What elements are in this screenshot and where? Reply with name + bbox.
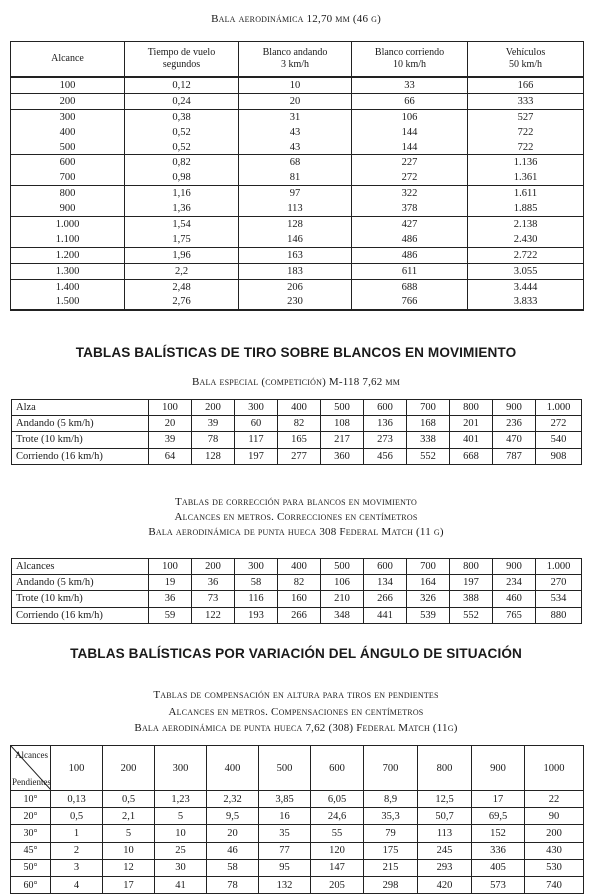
table-cell: 900 — [11, 201, 125, 216]
table-row — [11, 294, 584, 310]
table-cell: 100 — [149, 400, 192, 416]
table-cell: 24,6 — [311, 808, 364, 825]
table-cell: 700 — [11, 170, 125, 185]
table-cell: 400 — [278, 400, 321, 416]
table-cell: 39 — [149, 432, 192, 448]
table-cell: 3,85 — [259, 791, 311, 808]
table-cell: 539 — [407, 607, 450, 623]
table-cell: 8,9 — [364, 791, 418, 808]
table-cell: 58 — [235, 575, 278, 591]
table3-federal-match-308 — [11, 558, 582, 624]
table-row — [12, 607, 582, 623]
table1-header: Blanco andando 3 km/h — [239, 42, 352, 78]
table-cell: 668 — [450, 448, 493, 464]
table-cell: 1.500 — [11, 294, 125, 310]
table-cell: 163 — [239, 247, 352, 263]
table-cell: 270 — [536, 575, 582, 591]
table-cell: 58 — [207, 859, 259, 876]
table-cell: 106 — [321, 575, 364, 591]
table-cell: 300 — [235, 559, 278, 575]
row-label: Alcances — [12, 559, 149, 575]
table-cell: 0,82 — [125, 155, 239, 170]
table-cell: 700 — [407, 559, 450, 575]
table-row — [11, 186, 584, 201]
table-cell: 95 — [259, 859, 311, 876]
table4-caption-line3: Bala aerodinámica de punta hueca 7,62 (308) Federal Match (11g) — [134, 722, 458, 734]
table-cell: 197 — [450, 575, 493, 591]
table-cell: 100 — [149, 559, 192, 575]
table-cell: 128 — [239, 217, 352, 232]
table-cell: 136 — [364, 416, 407, 432]
table-cell: 5 — [155, 808, 207, 825]
table-cell: 1.000 — [11, 217, 125, 232]
table-row — [12, 575, 582, 591]
table-cell: 144 — [352, 140, 468, 155]
slope-angle: 30° — [11, 825, 51, 842]
table-row — [11, 109, 584, 124]
table-cell: 210 — [321, 591, 364, 607]
table-cell: 272 — [536, 416, 582, 432]
table-cell: 534 — [536, 591, 582, 607]
table-cell: 1.136 — [468, 155, 584, 170]
table-cell: 600 — [364, 559, 407, 575]
table-cell: 486 — [352, 247, 468, 263]
table-cell: 298 — [364, 876, 418, 893]
table-row — [12, 559, 582, 575]
table-cell: 378 — [352, 201, 468, 216]
row-label: Alza — [12, 400, 149, 416]
table-cell: 144 — [352, 125, 468, 140]
table-cell: 420 — [418, 876, 472, 893]
table2-caption: Bala especial (competición) M-118 7,62 mm — [191, 376, 401, 388]
table-cell: 460 — [493, 591, 536, 607]
table-cell: 59 — [149, 607, 192, 623]
table-cell: 2,48 — [125, 279, 239, 294]
table4-corner-top-label: Alcances — [15, 750, 48, 760]
table-row — [11, 125, 584, 140]
table-cell: 333 — [468, 93, 584, 109]
table-cell: 35,3 — [364, 808, 418, 825]
table-cell: 273 — [364, 432, 407, 448]
table-cell: 2.430 — [468, 232, 584, 247]
table-cell: 215 — [364, 859, 418, 876]
table1-header: Alcance — [11, 42, 125, 78]
table-row — [11, 876, 584, 893]
table-cell: 113 — [239, 201, 352, 216]
table-cell: 300 — [11, 109, 125, 124]
table-cell: 205 — [311, 876, 364, 893]
column-header: 300 — [155, 746, 207, 791]
table-cell: 1,36 — [125, 201, 239, 216]
table-cell: 0,52 — [125, 140, 239, 155]
table-row — [11, 77, 584, 93]
table-cell: 700 — [407, 400, 450, 416]
table4-caption-line1: Tablas de compensación en altura para tiros en pendientes — [153, 689, 439, 701]
table-cell: 82 — [278, 416, 321, 432]
table-cell: 272 — [352, 170, 468, 185]
table-cell: 1,23 — [155, 791, 207, 808]
table-cell: 4 — [51, 876, 103, 893]
table-cell: 164 — [407, 575, 450, 591]
table-cell: 800 — [450, 400, 493, 416]
table-cell: 147 — [311, 859, 364, 876]
table-cell: 765 — [493, 607, 536, 623]
row-label: Andando (5 km/h) — [12, 575, 149, 591]
table-cell: 552 — [450, 607, 493, 623]
table-row — [11, 825, 584, 842]
table-cell: 43 — [239, 140, 352, 155]
table-cell: 470 — [493, 432, 536, 448]
table-cell: 20 — [149, 416, 192, 432]
table-cell: 441 — [364, 607, 407, 623]
table-row — [11, 842, 584, 859]
column-header: 900 — [472, 746, 525, 791]
table-cell: 2.722 — [468, 247, 584, 263]
table-cell: 60 — [235, 416, 278, 432]
table-cell: 20 — [239, 93, 352, 109]
column-header: 100 — [51, 746, 103, 791]
table-row — [11, 279, 584, 294]
table-cell: 41 — [155, 876, 207, 893]
table-cell: 1.885 — [468, 201, 584, 216]
table-cell: 800 — [11, 186, 125, 201]
table3-caption-line3: Bala aerodinámica de punta hueca 308 Federal Match (11 g) — [148, 526, 444, 538]
table-cell: 405 — [472, 859, 525, 876]
table-cell: 1,54 — [125, 217, 239, 232]
table-cell: 322 — [352, 186, 468, 201]
table-cell: 134 — [364, 575, 407, 591]
row-label: Corriendo (16 km/h) — [12, 448, 149, 464]
table-cell: 200 — [525, 825, 584, 842]
table-cell: 35 — [259, 825, 311, 842]
table-cell: 168 — [407, 416, 450, 432]
table-cell: 427 — [352, 217, 468, 232]
table-cell: 117 — [235, 432, 278, 448]
table-cell: 900 — [493, 559, 536, 575]
table-cell: 78 — [192, 432, 235, 448]
table-cell: 166 — [468, 77, 584, 93]
table-row — [11, 232, 584, 247]
table-cell: 36 — [149, 591, 192, 607]
table-cell: 66 — [352, 93, 468, 109]
column-header: 600 — [311, 746, 364, 791]
table-cell: 64 — [149, 448, 192, 464]
table-cell: 197 — [235, 448, 278, 464]
table-cell: 79 — [364, 825, 418, 842]
table-cell: 2 — [51, 842, 103, 859]
table-cell: 55 — [311, 825, 364, 842]
table-cell: 234 — [493, 575, 536, 591]
table-cell: 2,1 — [103, 808, 155, 825]
table-cell: 9,5 — [207, 808, 259, 825]
table-cell: 1,16 — [125, 186, 239, 201]
table-cell: 193 — [235, 607, 278, 623]
table-cell: 1.100 — [11, 232, 125, 247]
table-cell: 78 — [207, 876, 259, 893]
table-cell: 430 — [525, 842, 584, 859]
table-cell: 2.138 — [468, 217, 584, 232]
table-cell: 1.000 — [536, 559, 582, 575]
slope-angle: 60° — [11, 876, 51, 893]
table1-caption: Bala aerodinámica 12,70 mm (46 g) — [211, 13, 381, 25]
table-row — [12, 448, 582, 464]
table-cell: 122 — [192, 607, 235, 623]
table-cell: 236 — [493, 416, 536, 432]
row-label: Andando (5 km/h) — [12, 416, 149, 432]
table-cell: 217 — [321, 432, 364, 448]
table4-corner-cell — [11, 746, 51, 791]
table-cell: 3 — [51, 859, 103, 876]
table-cell: 500 — [321, 559, 364, 575]
table1-header: Vehículos 50 km/h — [468, 42, 584, 78]
table-cell: 400 — [278, 559, 321, 575]
table-row — [11, 247, 584, 263]
table-cell: 245 — [418, 842, 472, 859]
table-cell: 277 — [278, 448, 321, 464]
table-cell: 22 — [525, 791, 584, 808]
table-cell: 43 — [239, 125, 352, 140]
table-cell: 160 — [278, 591, 321, 607]
table1-header: Blanco corriendo 10 km/h — [352, 42, 468, 78]
table-cell: 500 — [11, 140, 125, 155]
table-cell: 17 — [103, 876, 155, 893]
table-cell: 800 — [450, 559, 493, 575]
table-cell: 77 — [259, 842, 311, 859]
table-cell: 266 — [278, 607, 321, 623]
table-cell: 175 — [364, 842, 418, 859]
table-cell: 0,52 — [125, 125, 239, 140]
table-cell: 401 — [450, 432, 493, 448]
table4-header-row — [11, 746, 584, 791]
table-cell: 338 — [407, 432, 450, 448]
table-cell: 880 — [536, 607, 582, 623]
table-row — [11, 140, 584, 155]
table-row — [11, 859, 584, 876]
table-cell: 206 — [239, 279, 352, 294]
table-cell: 1.400 — [11, 279, 125, 294]
table-cell: 766 — [352, 294, 468, 310]
table-cell: 348 — [321, 607, 364, 623]
table-cell: 5 — [103, 825, 155, 842]
table-cell: 12 — [103, 859, 155, 876]
table-cell: 31 — [239, 109, 352, 124]
table-cell: 10 — [103, 842, 155, 859]
table-cell: 2,76 — [125, 294, 239, 310]
table-cell: 3.833 — [468, 294, 584, 310]
table-cell: 10 — [239, 77, 352, 93]
table-cell: 2,2 — [125, 263, 239, 279]
table-cell: 200 — [11, 93, 125, 109]
table-cell: 0,13 — [51, 791, 103, 808]
table1-aerodynamic-12-70 — [10, 41, 584, 311]
table4-corner-bottom-label: Pendientes — [12, 777, 51, 787]
table-cell: 200 — [192, 559, 235, 575]
table4-slope-compensation — [10, 745, 584, 894]
column-header: 800 — [418, 746, 472, 791]
table-cell: 300 — [235, 400, 278, 416]
table-cell: 1,96 — [125, 247, 239, 263]
table-cell: 82 — [278, 575, 321, 591]
table-cell: 230 — [239, 294, 352, 310]
table-cell: 6,05 — [311, 791, 364, 808]
table-cell: 0,24 — [125, 93, 239, 109]
table-cell: 0,98 — [125, 170, 239, 185]
table-cell: 128 — [192, 448, 235, 464]
table-cell: 552 — [407, 448, 450, 464]
table1-header-row — [11, 42, 584, 78]
table-row — [11, 201, 584, 216]
table-cell: 20 — [207, 825, 259, 842]
table-cell: 787 — [493, 448, 536, 464]
table-cell: 165 — [278, 432, 321, 448]
column-header: 1000 — [525, 746, 584, 791]
table-cell: 201 — [450, 416, 493, 432]
table-row — [12, 416, 582, 432]
table-cell: 3.055 — [468, 263, 584, 279]
table-row — [11, 263, 584, 279]
table-cell: 39 — [192, 416, 235, 432]
table-cell: 12,5 — [418, 791, 472, 808]
table-cell: 1.200 — [11, 247, 125, 263]
column-header: 700 — [364, 746, 418, 791]
table-row — [12, 432, 582, 448]
table-cell: 722 — [468, 125, 584, 140]
table-cell: 90 — [525, 808, 584, 825]
column-header: 400 — [207, 746, 259, 791]
table-cell: 0,5 — [103, 791, 155, 808]
table-row — [11, 155, 584, 170]
table-cell: 1.000 — [536, 400, 582, 416]
table-cell: 486 — [352, 232, 468, 247]
table-cell: 293 — [418, 859, 472, 876]
table-cell: 2,32 — [207, 791, 259, 808]
table-cell: 97 — [239, 186, 352, 201]
table-cell: 388 — [450, 591, 493, 607]
table-cell: 200 — [192, 400, 235, 416]
table-cell: 0,12 — [125, 77, 239, 93]
table-cell: 50,7 — [418, 808, 472, 825]
table-cell: 1,75 — [125, 232, 239, 247]
table-cell: 400 — [11, 125, 125, 140]
table-cell: 530 — [525, 859, 584, 876]
row-label: Trote (10 km/h) — [12, 432, 149, 448]
table-cell: 1.361 — [468, 170, 584, 185]
table-cell: 573 — [472, 876, 525, 893]
table-cell: 68 — [239, 155, 352, 170]
table-cell: 17 — [472, 791, 525, 808]
table-row — [11, 217, 584, 232]
table-cell: 100 — [11, 77, 125, 93]
table-cell: 456 — [364, 448, 407, 464]
table-row — [11, 808, 584, 825]
table4-caption-line2: Alcances en metros. Compensaciones en centímetros — [168, 706, 424, 718]
table-cell: 527 — [468, 109, 584, 124]
table-cell: 46 — [207, 842, 259, 859]
section2-title: TABLAS BALÍSTICAS POR VARIACIÓN DEL ÁNGULO DE SITUACIÓN — [70, 646, 522, 661]
table-cell: 152 — [472, 825, 525, 842]
table-cell: 600 — [364, 400, 407, 416]
table-cell: 183 — [239, 263, 352, 279]
section1-title: TABLAS BALÍSTICAS DE TIRO SOBRE BLANCOS EN MOVIMIENTO — [75, 345, 517, 360]
table-cell: 227 — [352, 155, 468, 170]
table-cell: 113 — [418, 825, 472, 842]
table-cell: 19 — [149, 575, 192, 591]
table-row — [12, 400, 582, 416]
table-cell: 120 — [311, 842, 364, 859]
table-cell: 500 — [321, 400, 364, 416]
table-cell: 116 — [235, 591, 278, 607]
column-header: 500 — [259, 746, 311, 791]
table-cell: 600 — [11, 155, 125, 170]
table-cell: 30 — [155, 859, 207, 876]
table-cell: 16 — [259, 808, 311, 825]
table-cell: 611 — [352, 263, 468, 279]
table-cell: 908 — [536, 448, 582, 464]
table-cell: 0,5 — [51, 808, 103, 825]
table-cell: 33 — [352, 77, 468, 93]
table-cell: 69,5 — [472, 808, 525, 825]
table-cell: 10 — [155, 825, 207, 842]
table-cell: 0,38 — [125, 109, 239, 124]
table-cell: 722 — [468, 140, 584, 155]
table3-caption-line2: Alcances en metros. Correcciones en centímetros — [174, 511, 418, 523]
row-label: Corriendo (16 km/h) — [12, 607, 149, 623]
table-cell: 81 — [239, 170, 352, 185]
table-row — [11, 93, 584, 109]
table-row — [11, 791, 584, 808]
table-cell: 106 — [352, 109, 468, 124]
table-row — [11, 170, 584, 185]
table1-header: Tiempo de vuelo segundos — [125, 42, 239, 78]
table-cell: 688 — [352, 279, 468, 294]
table-cell: 326 — [407, 591, 450, 607]
table-row — [12, 591, 582, 607]
table-cell: 3.444 — [468, 279, 584, 294]
table-cell: 132 — [259, 876, 311, 893]
table-cell: 73 — [192, 591, 235, 607]
column-header: 200 — [103, 746, 155, 791]
table-cell: 540 — [536, 432, 582, 448]
table-cell: 336 — [472, 842, 525, 859]
slope-angle: 10° — [11, 791, 51, 808]
table2-m118-special — [11, 399, 582, 465]
row-label: Trote (10 km/h) — [12, 591, 149, 607]
table-cell: 1.611 — [468, 186, 584, 201]
table-cell: 900 — [493, 400, 536, 416]
slope-angle: 50° — [11, 859, 51, 876]
table-cell: 1.300 — [11, 263, 125, 279]
table-cell: 25 — [155, 842, 207, 859]
table-cell: 108 — [321, 416, 364, 432]
table-cell: 1 — [51, 825, 103, 842]
table3-caption-line1: Tablas de corrección para blancos en movimiento — [175, 496, 417, 508]
table-cell: 360 — [321, 448, 364, 464]
table-cell: 740 — [525, 876, 584, 893]
table-cell: 36 — [192, 575, 235, 591]
slope-angle: 20° — [11, 808, 51, 825]
slope-angle: 45° — [11, 842, 51, 859]
table-cell: 146 — [239, 232, 352, 247]
table-cell: 266 — [364, 591, 407, 607]
